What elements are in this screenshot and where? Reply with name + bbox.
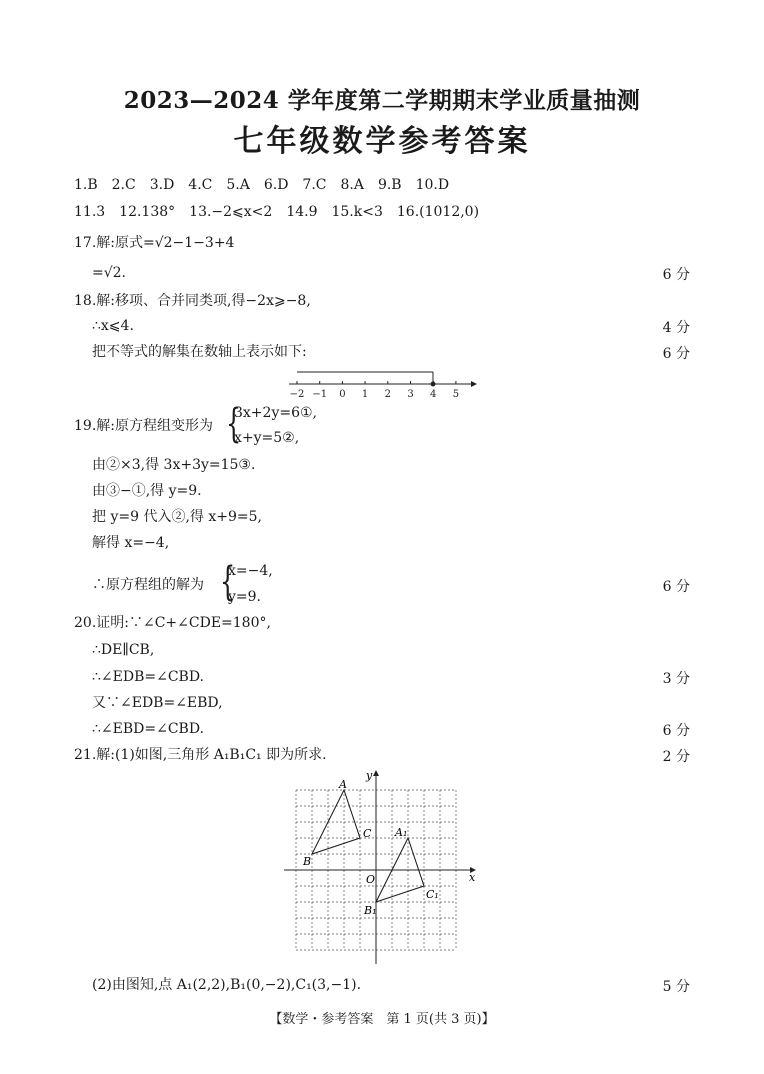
number-line-label: −2 bbox=[289, 389, 305, 400]
number-line-label: 5 bbox=[452, 389, 460, 400]
q19-score: 6 分 bbox=[662, 579, 690, 595]
label-a: A bbox=[339, 778, 347, 791]
label-b1: B₁ bbox=[364, 904, 377, 917]
q21-line1: 21.解:(1)如图,三角形 A₁B₁C₁ 即为所求. bbox=[74, 747, 327, 763]
coordinate-grid-figure bbox=[280, 768, 485, 968]
q19-sys1-a: 3x+2y=6①, bbox=[234, 405, 317, 421]
q19-line5: 把 y=9 代入②,得 x+9=5, bbox=[92, 509, 262, 525]
q17-line2: =√2. bbox=[92, 265, 127, 281]
q17-line1: 17.解:原式=√2−1−3+4 bbox=[74, 235, 235, 251]
number-line-label: −1 bbox=[312, 389, 328, 400]
system-brace: { bbox=[226, 401, 242, 447]
solution-endpoint bbox=[431, 382, 436, 387]
number-line bbox=[285, 364, 480, 400]
y-axis-arrow bbox=[373, 770, 379, 776]
q19-sys2-a: x=−4, bbox=[228, 563, 273, 579]
q21-score2: 5 分 bbox=[662, 979, 690, 995]
q18-line3: 把不等式的解集在数轴上表示如下: bbox=[92, 344, 307, 360]
label-c: C bbox=[363, 827, 372, 840]
q20-line3: ∴∠EDB=∠CBD. bbox=[92, 669, 205, 685]
label-b: B bbox=[303, 855, 312, 868]
q19-line3: 由②×3,得 3x+3y=15③. bbox=[92, 457, 256, 473]
q18-score2: 6 分 bbox=[662, 346, 690, 362]
q19-line4: 由③−①,得 y=9. bbox=[92, 483, 202, 499]
q20-score2: 6 分 bbox=[662, 723, 690, 739]
page-subtitle: 七年级数学参考答案 bbox=[233, 124, 531, 159]
solution-brace: { bbox=[220, 559, 236, 605]
q20-line2: ∴DE∥CB, bbox=[92, 642, 155, 658]
label-a1: A₁ bbox=[395, 826, 408, 839]
choice-answers: 1.B 2.C 3.D 4.C 5.A 6.D 7.C 8.A 9.B 10.D bbox=[74, 177, 450, 193]
q20-line4: 又∵∠EDB=∠EBD, bbox=[92, 695, 223, 711]
q19-lead: 19.解:原方程组变形为 bbox=[74, 418, 213, 434]
number-line-arrow bbox=[471, 381, 477, 387]
q19-lead2: ∴原方程组的解为 bbox=[92, 577, 204, 593]
q18-score1: 4 分 bbox=[662, 320, 690, 336]
y-axis-label: y bbox=[366, 769, 373, 782]
page-title: 2023—2024 学年度第二学期期末学业质量抽测 bbox=[123, 87, 641, 114]
q21-score1: 2 分 bbox=[662, 749, 690, 765]
number-line-label: 3 bbox=[407, 389, 414, 400]
number-line-label: 2 bbox=[384, 389, 391, 400]
q18-line1: 18.解:移项、合并同类项,得−2x⩾−8, bbox=[74, 293, 311, 309]
q21-line2: (2)由图知,点 A₁(2,2),B₁(0,−2),C₁(3,−1). bbox=[92, 977, 362, 993]
q20-line5: ∴∠EBD=∠CBD. bbox=[92, 721, 205, 737]
q17-score: 6 分 bbox=[662, 267, 690, 283]
q20-line1: 20.证明:∵∠C+∠CDE=180°, bbox=[74, 615, 271, 631]
number-line-label: 0 bbox=[339, 389, 346, 400]
x-axis-label: x bbox=[469, 871, 476, 884]
fill-answers: 11.3 12.138° 13.−2⩽x<2 14.9 15.k<3 16.(1012,0) bbox=[74, 204, 480, 220]
page-footer: 【数学・参考答案 第 1 页(共 3 页)】 bbox=[269, 1012, 495, 1027]
origin-label: O bbox=[366, 873, 376, 886]
number-line-label: 1 bbox=[361, 389, 369, 400]
q18-line2: ∴x⩽4. bbox=[92, 318, 134, 334]
q20-score1: 3 分 bbox=[662, 671, 690, 687]
label-c1: C₁ bbox=[426, 888, 439, 901]
q19-sys2-b: y=9. bbox=[228, 589, 261, 605]
q19-sys1-b: x+y=5②, bbox=[234, 430, 300, 446]
number-line-label: 4 bbox=[430, 389, 437, 400]
q19-line6: 解得 x=−4, bbox=[92, 535, 170, 551]
